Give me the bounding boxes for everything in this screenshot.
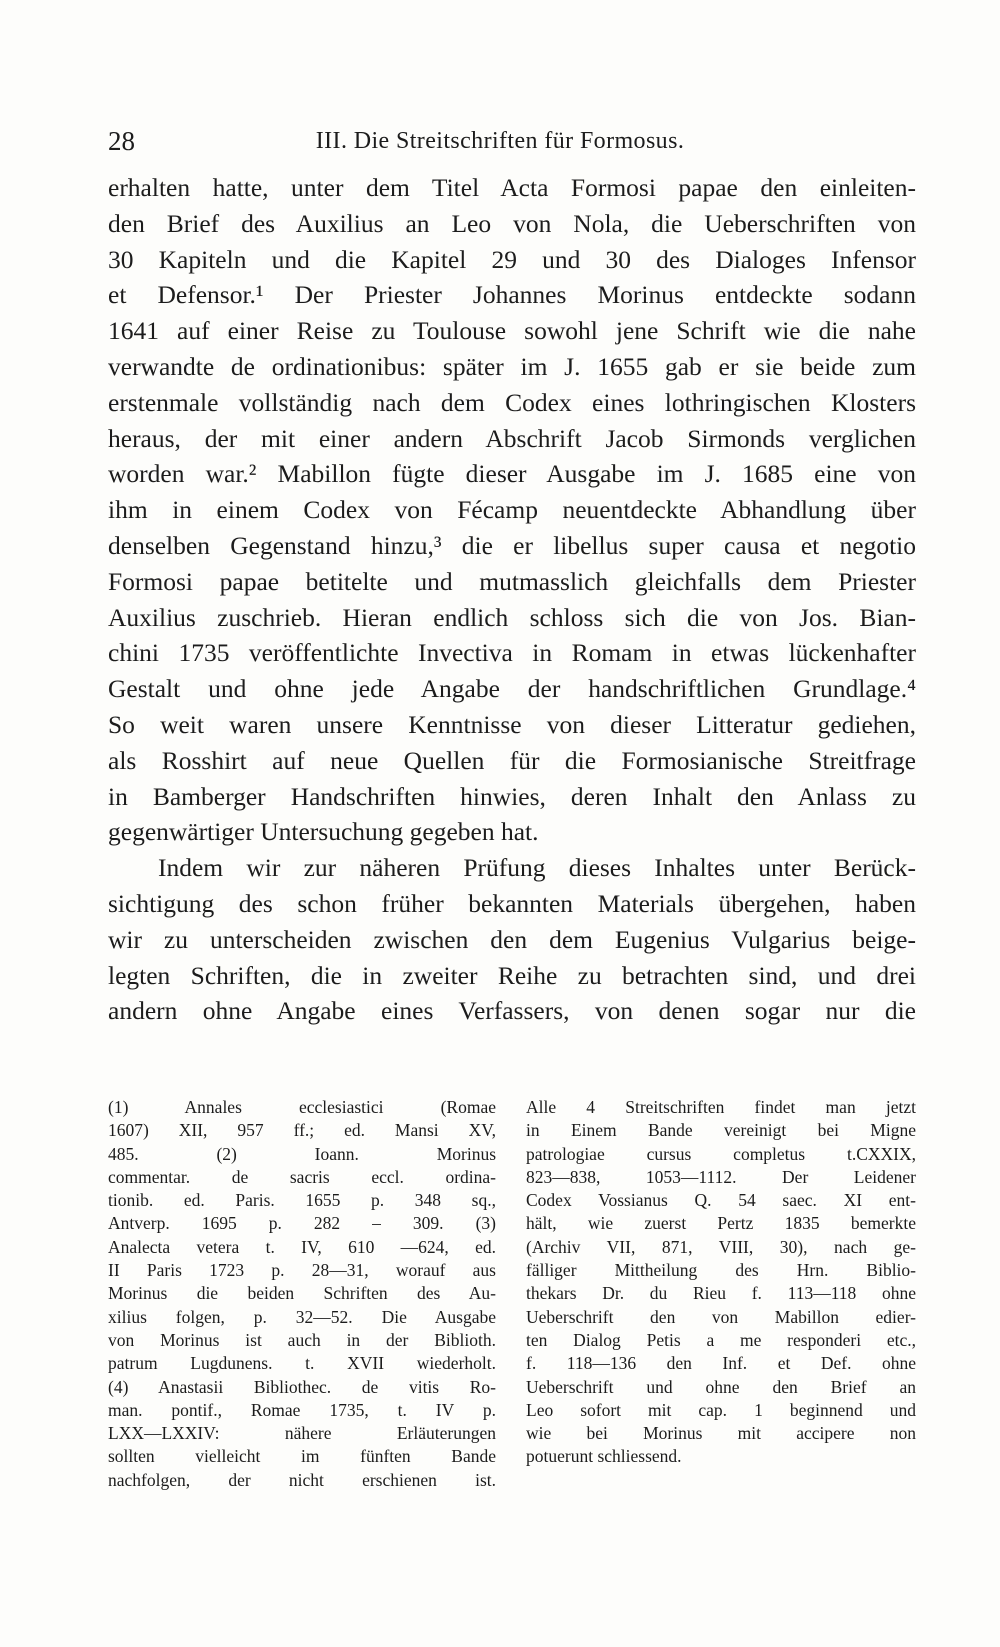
footnote-line: Ueberschrift und ohne den Brief an <box>526 1376 916 1397</box>
text-line: et Defensor.¹ Der Priester Johannes Morinus entdeckte sodann <box>108 280 916 310</box>
main-text <box>108 170 916 1029</box>
footnote-line: nachfolgen, der nicht erschienen ist. <box>108 1469 496 1490</box>
footnote-line: 1607) XII, 957 ff.; ed. Mansi XV, <box>108 1120 496 1141</box>
text-line: wir zu unterscheiden zwischen den dem Eugenius Vulgarius beige- <box>108 924 916 954</box>
text-line: Formosi papae betitelte und mutmasslich gleichfalls dem Priester <box>108 566 916 596</box>
text-line: 1641 auf einer Reise zu Toulouse sowohl jene Schrift wie die nahe <box>108 316 916 346</box>
text-line: 30 Kapiteln und die Kapitel 29 und 30 des Dialoges Infensor <box>108 244 916 274</box>
footnote-line: fälliger Mittheilung des Hrn. Biblio- <box>526 1260 916 1281</box>
footnote-line: Analecta vetera t. IV, 610 —624, ed. <box>108 1236 496 1257</box>
footnote-line: potuerunt schliessend. <box>526 1446 682 1467</box>
footnote-line: patrum Lugdunens. t. XVII wiederholt. <box>108 1353 496 1374</box>
footnote-line: von Morinus ist auch in der Biblioth. <box>108 1329 496 1350</box>
text-line: gegenwärtiger Untersuchung gegeben hat. <box>108 817 539 847</box>
footnote-line: Antverp. 1695 p. 282 – 309. (3) <box>108 1213 496 1234</box>
footnote-line: xilius folgen, p. 32—52. Die Ausgabe <box>108 1306 496 1327</box>
text-line: sichtigung des schon früher bekannten Materials übergehen, haben <box>108 888 916 918</box>
text-line: erstenmale vollständig nach dem Codex eines lothringischen Klosters <box>108 387 916 417</box>
text-line: in Bamberger Handschriften hinwies, deren Inhalt den Anlass zu <box>108 781 916 811</box>
footnote-line: Alle 4 Streitschriften findet man jetzt <box>526 1097 916 1117</box>
footnote-line: Codex Vossianus Q. 54 saec. XI ent- <box>526 1190 916 1211</box>
footnote-line: (4) Anastasii Bibliothec. de vitis Ro- <box>108 1376 496 1397</box>
text-line: worden war.² Mabillon fügte dieser Ausgabe im J. 1685 eine von <box>108 459 916 489</box>
text-line: heraus, der mit einer andern Abschrift Jacob Sirmonds verglichen <box>108 423 916 453</box>
footnote-line: 485. (2) Ioann. Morinus <box>108 1143 496 1164</box>
footnote-line: LXX—LXXIV: nähere Erläuterungen <box>108 1423 496 1444</box>
footnote-line: in Einem Bande vereinigt bei Migne <box>526 1120 916 1141</box>
text-line: andern ohne Angabe eines Verfassers, von denen sogar nur die <box>108 996 916 1026</box>
footnote-line: (1) Annales ecclesiastici (Romae <box>108 1097 496 1117</box>
text-line: Indem wir zur näheren Prüfung dieses Inhaltes unter Berück- <box>158 853 916 883</box>
footnote-line: hält, wie zuerst Pertz 1835 bemerkte <box>526 1213 916 1234</box>
text-line: chini 1735 veröffentlichte Invectiva in Romam in etwas lückenhafter <box>108 638 916 668</box>
footnote-line: Morinus die beiden Schriften des Au- <box>108 1283 496 1304</box>
text-line: den Brief des Auxilius an Leo von Nola, die Ueberschriften von <box>108 208 916 238</box>
footnote-line: f. 118—136 den Inf. et Def. ohne <box>526 1353 916 1374</box>
footnote-line: wie bei Morinus mit accipere non <box>526 1423 916 1444</box>
text-line: legten Schriften, die in zweiter Reihe zu betrachten sind, und drei <box>108 960 916 990</box>
text-line: denselben Gegenstand hinzu,³ die er libellus super causa et negotio <box>108 530 916 560</box>
footnote-line: II Paris 1723 p. 28—31, worauf aus <box>108 1260 496 1281</box>
text-line: verwandte de ordinationibus: später im J. 1655 gab er sie beide zum <box>108 351 916 381</box>
text-line: ihm in einem Codex von Fécamp neuentdeckte Abhandlung über <box>108 495 916 525</box>
footnote-line: sollten vielleicht im fünften Bande <box>108 1446 496 1467</box>
text-line: So weit waren unsere Kenntnisse von dieser Litteratur gediehen, <box>108 709 916 739</box>
footnote-line: Leo sofort mit cap. 1 beginnend und <box>526 1399 916 1420</box>
footnote-line: ten Dialog Petis a me responderi etc., <box>526 1329 916 1350</box>
footnote-line: (Archiv VII, 871, VIII, 30), nach ge- <box>526 1236 916 1257</box>
footnote-line: thekars Dr. du Rieu f. 113—118 ohne <box>526 1283 916 1304</box>
footnote-line: 823—838, 1053—1112. Der Leidener <box>526 1166 916 1187</box>
text-line: als Rosshirt auf neue Quellen für die Formosianische Streitfrage <box>108 745 916 775</box>
footnote-line: Ueberschrift den von Mabillon edier- <box>526 1306 916 1327</box>
page-number: 28 <box>108 126 135 156</box>
footnote-line: commentar. de sacris eccl. ordina- <box>108 1166 496 1187</box>
text-line: Auxilius zuschrieb. Hieran endlich schloss sich die von Jos. Bian- <box>108 602 916 632</box>
text-line: erhalten hatte, unter dem Titel Acta Formosi papae den einleiten- <box>108 173 916 202</box>
footnote-line: tionib. ed. Paris. 1655 p. 348 sq., <box>108 1190 496 1211</box>
footnotes-left-column <box>108 1096 496 1492</box>
footnote-line: man. pontif., Romae 1735, t. IV p. <box>108 1399 496 1420</box>
footnote-line: patrologiae cursus completus t.CXXIX, <box>526 1143 916 1164</box>
running-head: III. Die Streitschriften für Formosus. <box>315 128 685 154</box>
footnotes-right-column <box>526 1096 916 1469</box>
text-line: Gestalt und ohne jede Angabe der handschriftlichen Grundlage.⁴ <box>108 674 916 704</box>
